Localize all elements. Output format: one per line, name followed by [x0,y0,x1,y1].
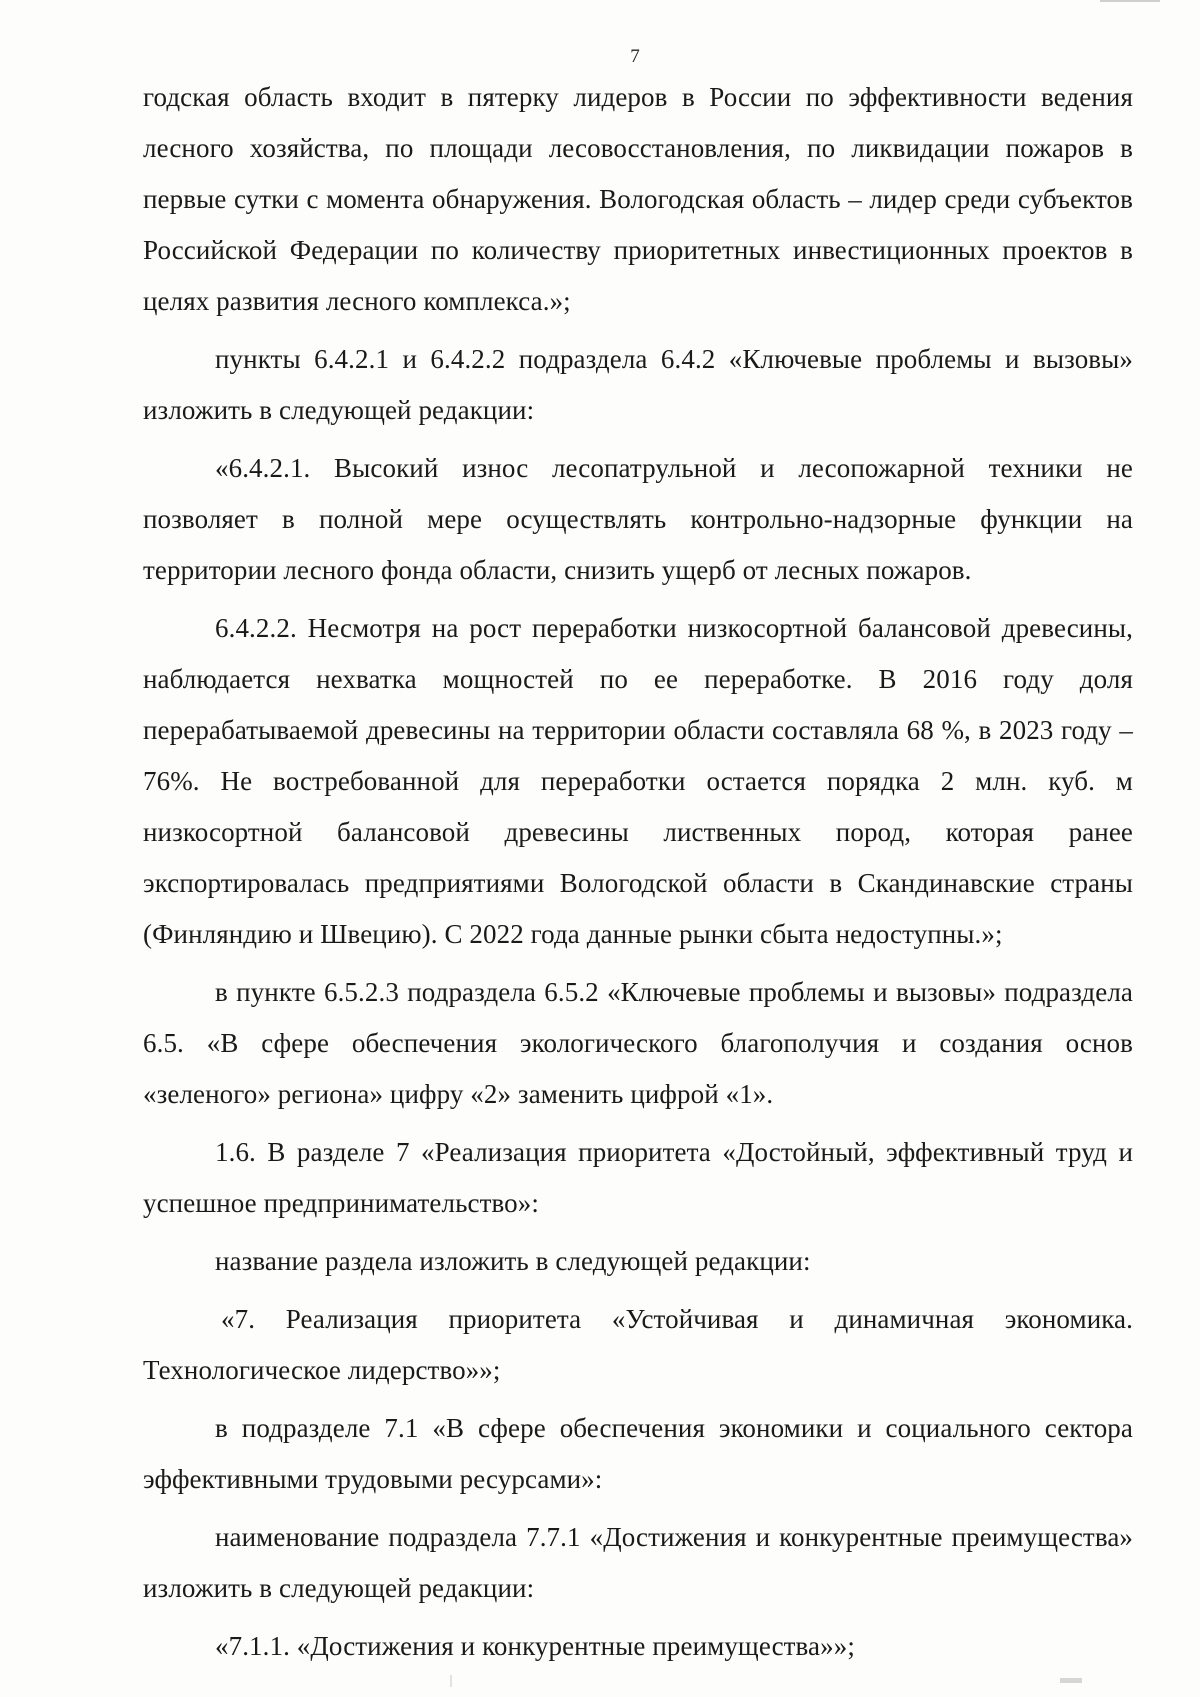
scan-artifact [1060,1678,1082,1683]
paragraph-amendment-6-4-2: пункты 6.4.2.1 и 6.4.2.2 подраздела 6.4.2 «Ключевые проблемы и вызовы» изложить в следующей редакции: [143,344,1133,425]
scan-artifact [1100,0,1160,2]
paragraph-6-4-2-1: «6.4.2.1. Высокий износ лесопатрульной и лесопожарной техники не позволяет в полной мере осуществлять контрольно-надзорные функции на территории лесного фонда области, снизить ущерб от лесных пожаров. [143,453,1133,585]
page-number: 7 [630,46,640,67]
paragraph-section-7-title: «7. Реализация приоритета «Устойчивая и динамичная экономика. Технологическое лидерство»»; [143,1304,1133,1385]
paragraph-subsection-7-7-1: наименование подраздела 7.7.1 «Достижения и конкурентные преимущества» изложить в следующей редакции: [143,1522,1133,1603]
paragraph-subsection-7-1: в подразделе 7.1 «В сфере обеспечения экономики и социального сектора эффективными трудовыми ресурсами»: [143,1413,1133,1494]
paragraph-section-1-6: 1.6. В разделе 7 «Реализация приоритета «Достойный, эффективный труд и успешное предпринимательство»: [143,1137,1133,1218]
paragraph-7-1-1: «7.1.1. «Достижения и конкурентные преимущества»»; [215,1631,855,1661]
paragraph-6-5-2-3: в пункте 6.5.2.3 подраздела 6.5.2 «Ключевые проблемы и вызовы» подраздела 6.5. «В сфере обеспечения экологического благополучия и создания основ «зеленого» региона» цифру «2» заменить цифрой «1». [143,977,1133,1109]
paragraph-section-title: название раздела изложить в следующей редакции: [215,1246,811,1276]
paragraph-6-4-2-2: 6.4.2.2. Несмотря на рост переработки низкосортной балансовой древесины, наблюдается нехватка мощностей по ее переработке. В 2016 году доля перерабатываемой древесины на территории области составляла 68 %, в 2023 году – 76%. Не востребованной для переработки остается порядка 2 млн. куб. м низкосортной балансовой древесины лиственных пород, которая ранее экспортировалась предприятиями Вологодской области в Скандинавские страны (Финляндию и Швецию). С 2022 года данные рынки сбыта недоступны.»; [143,613,1133,949]
scan-artifact [450,1675,452,1687]
document-body [143,72,1133,1672]
paragraph-continuation: годская область входит в пятерку лидеров в России по эффективности ведения лесного хозяйства, по площади лесовосстановления, по ликвидации пожаров в первые сутки с момента обнаружения. Вологодская область – лидер среди субъектов Российской Федерации по количеству приоритетных инвестиционных проектов в целях развития лесного комплекса.»; [143,82,1133,316]
